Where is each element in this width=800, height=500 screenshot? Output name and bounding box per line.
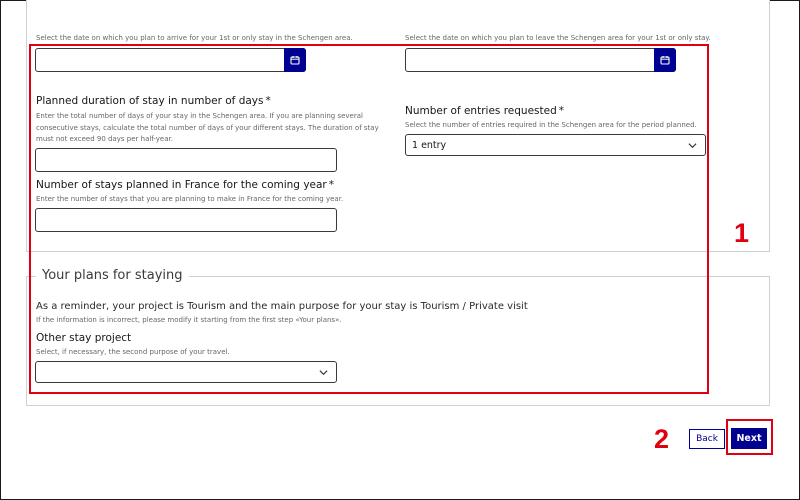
duration-hint: Enter the total number of days of your stay in the Schengen area. If you are planning several consecutive stays, calculate the total number of days of your different stays. The duration of stay must not exceed 90 days per half-year. [36,112,379,143]
other-project-label: Other stay project [36,332,132,344]
next-button[interactable]: Next [731,428,767,449]
annotation-badge-1: 1 [734,218,750,248]
departure-date-hint: Select the date on which you plan to leave the Schengen area for your 1st or only stay. [405,34,711,42]
annotation-highlight-box [29,44,709,394]
plans-reminder: As a reminder, your project is Tourism and the main purpose for your stay is Tourism / Private visit [36,301,528,312]
annotation-badge-2: 2 [654,424,670,454]
back-button[interactable]: Back [689,429,725,449]
stays-france-hint: Enter the number of stays that you are planning to make in France for the coming year. [36,195,344,203]
stays-france-label-text: Number of stays planned in France for the coming year [36,179,327,191]
other-project-hint: Select, if necessary, the second purpose of your travel. [36,348,230,356]
plans-note: If the information is incorrect, please modify it starting from the first step «Your plans». [36,316,342,324]
plans-legend: Your plans for staying [36,268,189,283]
required-mark: * [558,105,564,117]
entries-selected-value: 1 entry [412,139,447,151]
required-mark: * [265,95,271,107]
entries-hint: Select the number of entries required in the Schengen area for the period planned. [405,121,697,129]
arrival-date-hint: Select the date on which you plan to arrive for your 1st or only stay in the Schengen area. [36,34,353,42]
duration-label-text: Planned duration of stay in number of days [36,95,264,107]
entries-label-text: Number of entries requested [405,105,557,117]
required-mark: * [328,179,334,191]
